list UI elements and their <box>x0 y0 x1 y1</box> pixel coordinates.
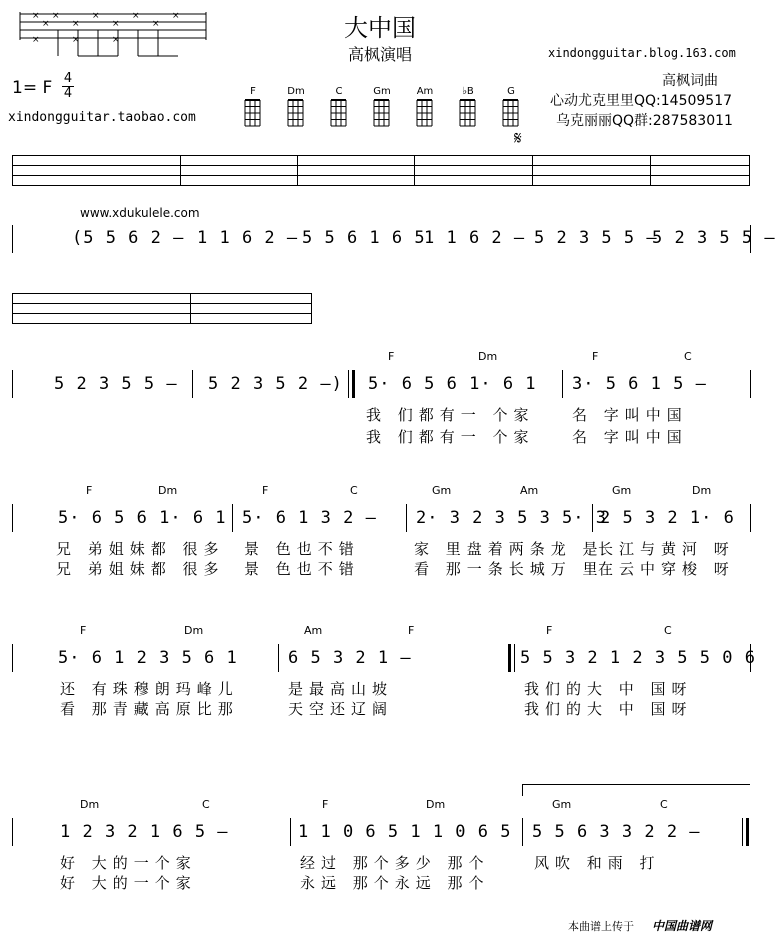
measure: 5 2 3 5 5 — <box>534 228 658 248</box>
lyric-line-2: 看 那青藏高原比那 <box>60 700 239 718</box>
lyric-line-1: 风吹 和雨 打 <box>534 854 661 872</box>
chord-label: C <box>202 798 210 811</box>
lyric-line-1: 景 色也不错 <box>244 540 360 558</box>
time-signature <box>62 72 74 101</box>
chord-label: Dm <box>426 798 446 811</box>
lyric-line-1: 还 有珠穆朗玛峰儿 <box>60 680 239 698</box>
chord-label: C <box>660 798 668 811</box>
lyric-line-1: 家 里盘着两条龙 是 <box>414 540 604 558</box>
chord-diagram <box>453 86 483 132</box>
lyric-line-2: 在云中穿梭 呀 <box>598 560 735 578</box>
lyric-line-1: 我们的大 中 国呀 <box>524 680 693 698</box>
measure: 5 2 3 5 5 — <box>54 374 178 394</box>
tab-staff-system-2 <box>12 293 312 323</box>
chord-diagram <box>324 86 354 132</box>
credit-qq-group: 乌克丽丽QQ群:287583011 <box>556 113 733 129</box>
lyric-line-1: 名 字叫中国 <box>572 406 688 424</box>
svg-text:×: × <box>32 35 40 45</box>
measure: 1 1 6 2 — <box>197 228 299 248</box>
svg-text:×: × <box>52 11 60 21</box>
time-sig-bottom: 4 <box>63 86 73 101</box>
svg-text:×: × <box>172 11 180 21</box>
song-title: 大中国 <box>344 14 416 42</box>
key-signature: 1= F <box>12 78 53 98</box>
measure: 5· 6 1 3 2 — <box>242 508 377 528</box>
measure: 5 5 6 1 6 5 <box>302 228 426 248</box>
lyric-line-2: 看 那一条长城万 里 <box>414 560 604 578</box>
chord-label: Dm <box>692 484 712 497</box>
chord-label: F <box>86 484 93 497</box>
lyric-line-2: 我们的大 中 国呀 <box>524 700 693 718</box>
measure: 5 2 3 5 2 —) <box>208 374 343 394</box>
tab-staff-system-1 <box>12 155 750 185</box>
chord-diagram-label: F <box>250 86 256 97</box>
chord-diagram <box>281 86 311 132</box>
measure: 1 2 3 2 1 6 5 — <box>60 822 229 842</box>
measure: (5 5 6 2 — <box>72 228 185 248</box>
chord-label: Am <box>304 624 323 637</box>
chord-label: F <box>80 624 87 637</box>
segno-sign: 𝄋 <box>514 128 522 149</box>
chord-label: Dm <box>478 350 498 363</box>
svg-text:×: × <box>72 35 80 45</box>
chord-diagram-label: Gm <box>373 86 391 97</box>
measure: 2 5 3 2 1· 6 <box>600 508 735 528</box>
chord-diagram-label: Dm <box>287 86 305 97</box>
chord-label: Gm <box>612 484 632 497</box>
svg-text:×: × <box>32 11 40 21</box>
measure: 5 2 3 5 5 — <box>652 228 776 248</box>
measure: 5· 6 5 6 1· 6 1 <box>368 374 537 394</box>
lyric-line-1: 我 们都有一 个家 <box>366 406 535 424</box>
chord-grid <box>285 98 307 128</box>
chord-diagram-label: Am <box>416 86 434 97</box>
lyric-line-1: 好 大的一个家 <box>60 854 197 872</box>
measure: 2· 3 2 3 5 3 5· 3 <box>416 508 607 528</box>
credit-qq: 心动尤克里里QQ:14509517 <box>550 93 733 109</box>
chord-diagram <box>367 86 397 132</box>
chord-diagram-label: ♭B <box>462 86 474 97</box>
measure: 5· 6 1 2 3 5 6 1 <box>58 648 238 668</box>
chord-label: F <box>546 624 553 637</box>
chord-grid <box>242 98 264 128</box>
chord-grid <box>328 98 350 128</box>
chord-label: F <box>592 350 599 363</box>
chord-diagram <box>238 86 268 132</box>
chord-diagram <box>496 86 526 132</box>
measure: 5 5 3 2 1 2 3 5 5 0 6 <box>520 648 756 668</box>
website-url[interactable]: xindongguitar.blog.163.com <box>548 46 736 60</box>
lyric-line-1: 经过 那个多少 那个 <box>300 854 490 872</box>
taobao-url[interactable]: xindongguitar.taobao.com <box>8 110 196 125</box>
svg-text:×: × <box>152 19 160 29</box>
svg-text:×: × <box>112 35 120 45</box>
chord-label: Gm <box>432 484 452 497</box>
lyric-line-1: 兄 弟姐妹都 很多 <box>56 540 225 558</box>
measure: 5· 6 5 6 1· 6 1 <box>58 508 227 528</box>
svg-text:×: × <box>92 11 100 21</box>
chord-label: C <box>684 350 692 363</box>
measure: 5 5 6 3 3 2 2 — <box>532 822 701 842</box>
chord-grid <box>414 98 436 128</box>
lyric-line-2: 天空还辽阔 <box>288 700 394 718</box>
measure: 3· 5 6 1 5 — <box>572 374 707 394</box>
lyric-line-2: 景 色也不错 <box>244 560 360 578</box>
chord-label: Dm <box>158 484 178 497</box>
chord-label: F <box>322 798 329 811</box>
chord-label: Dm <box>80 798 100 811</box>
chord-label: C <box>664 624 672 637</box>
measure: 1 1 6 2 — <box>424 228 526 248</box>
chord-diagram <box>410 86 440 132</box>
svg-text:×: × <box>72 19 80 29</box>
chord-label: Dm <box>184 624 204 637</box>
measure: 6 5 3 2 1 — <box>288 648 412 668</box>
lyric-line-2: 名 字叫中国 <box>572 428 688 446</box>
chord-label: F <box>388 350 395 363</box>
chord-label: Gm <box>552 798 572 811</box>
chord-diagram-label: C <box>335 86 343 97</box>
svg-text:×: × <box>42 19 50 29</box>
lyric-line-1: 是最高山坡 <box>288 680 394 698</box>
chord-label: F <box>262 484 269 497</box>
chord-diagram-label: G <box>507 86 515 97</box>
chord-label: Am <box>520 484 539 497</box>
intro-rhythm-staff <box>18 4 208 64</box>
chord-grid <box>500 98 522 128</box>
time-sig-top: 4 <box>63 71 73 86</box>
lyric-line-1: 长江与黄河 呀 <box>598 540 735 558</box>
svg-text:×: × <box>112 19 120 29</box>
chord-grid <box>457 98 479 128</box>
svg-text:×: × <box>132 11 140 21</box>
footer-text: 本曲谱上传于 <box>568 920 634 933</box>
measure: 1 1 0 6 5 1 1 0 6 5 <box>298 822 512 842</box>
lyric-line-2: 兄 弟姐妹都 很多 <box>56 560 225 578</box>
lyric-line-2: 我 们都有一 个家 <box>366 428 535 446</box>
chord-grid <box>371 98 393 128</box>
chord-label: C <box>350 484 358 497</box>
singer: 高枫演唱 <box>347 45 412 64</box>
lyric-line-2: 永远 那个永远 那个 <box>300 874 490 892</box>
xdukulele-url[interactable]: www.xdukulele.com <box>80 206 200 220</box>
lyric-line-2: 好 大的一个家 <box>60 874 197 892</box>
credit-lyrics-music: 高枫词曲 <box>662 73 718 89</box>
site-logo[interactable]: 中国曲谱网 <box>652 919 713 933</box>
chord-label: F <box>408 624 415 637</box>
chord-chart <box>238 86 538 136</box>
